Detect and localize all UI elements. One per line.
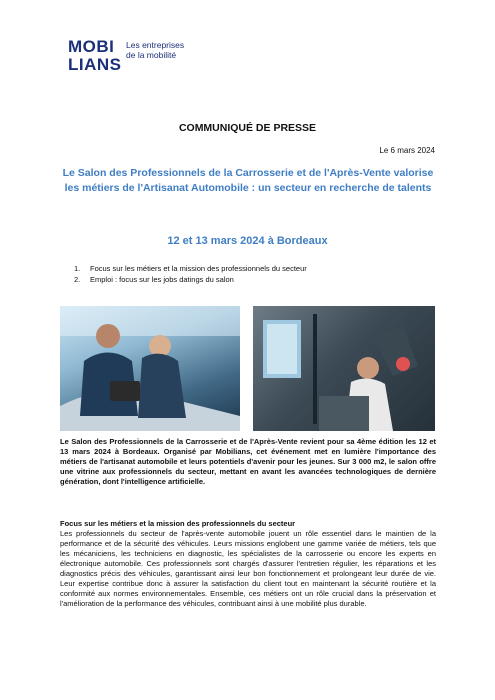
mechanics-photo-illustration bbox=[60, 306, 240, 431]
logo-tagline-line2: de la mobilité bbox=[126, 50, 177, 60]
summary-item-number: 1. bbox=[74, 264, 81, 273]
release-date: Le 6 mars 2024 bbox=[379, 146, 435, 155]
mechanics-photo bbox=[60, 306, 240, 431]
headline: Le Salon des Professionnels de la Carrosserie et de l'Après-Vente valorise les métiers de l'Artisanat Automobile : un secteur en recherche de talents bbox=[62, 167, 434, 194]
workshop-photo-illustration bbox=[253, 306, 435, 431]
summary-item-number: 2. bbox=[74, 275, 81, 284]
workshop-photo bbox=[253, 306, 435, 431]
section-title: Focus sur les métiers et la mission des professionnels du secteur bbox=[60, 519, 296, 528]
logo-tagline-line1: Les entreprises bbox=[126, 40, 185, 50]
mobilians-logo bbox=[68, 38, 184, 73]
summary-item-text: Focus sur les métiers et la mission des professionnels du secteur bbox=[90, 264, 307, 273]
logo-mark-line1: MOBI bbox=[68, 37, 115, 56]
summary-item-text: Emploi : focus sur les jobs datings du salon bbox=[90, 275, 234, 284]
summary-item bbox=[74, 274, 307, 285]
summary-item bbox=[74, 263, 307, 274]
document-heading: COMMUNIQUÉ DE PRESSE bbox=[178, 122, 317, 134]
logo-tagline bbox=[126, 40, 184, 60]
logo-mark-line2: LIANS bbox=[68, 55, 122, 74]
body-paragraph: Les professionnels du secteur de l'après-vente automobile jouent un rôle essentiel dans le maintien de la performance et de la sécurité des véhicules. Leurs missions englobent une gamme variée de métiers, tels que les mécaniciens, les techniciens en diagnostic, les spécialistes de la carrosserie ou encore les experts en électronique automobile. Ces professionnels sont chargés d'assurer l'entretien régulier, les réparations et les diagnostics précis des véhicules, garantissant ainsi leur bon fonctionnement et prolongeant leur durée de vie. Leur expertise contribue donc à assurer la satisfaction du client tout en maintenant la sécurité routière et la conformité aux normes environnementales. Ensemble, ces métiers ont un rôle crucial dans la préservation et l'amélioration de la performance des véhicules, contribuant ainsi à une mobilité plus durable. bbox=[60, 529, 436, 608]
intro-paragraph: Le Salon des Professionnels de la Carrosserie et de l'Après-Vente revient pour sa 4ème édition les 12 et 13 mars 2024 à Bordeaux. Organisé par Mobilians, cet événement met en lumière l'importance des métiers de l'artisanat automobile et leurs potentiels d'avenir pour les jeunes. Sur 3 000 m2, le salon offre une vitrine aux professionnels du secteur, mettant en avant les avancées technologiques de dernière génération, dont l'intelligence artificielle. bbox=[60, 437, 436, 486]
event-dates: 12 et 13 mars 2024 à Bordeaux bbox=[167, 235, 328, 247]
logo-mark bbox=[68, 38, 120, 73]
summary-list bbox=[74, 263, 307, 285]
